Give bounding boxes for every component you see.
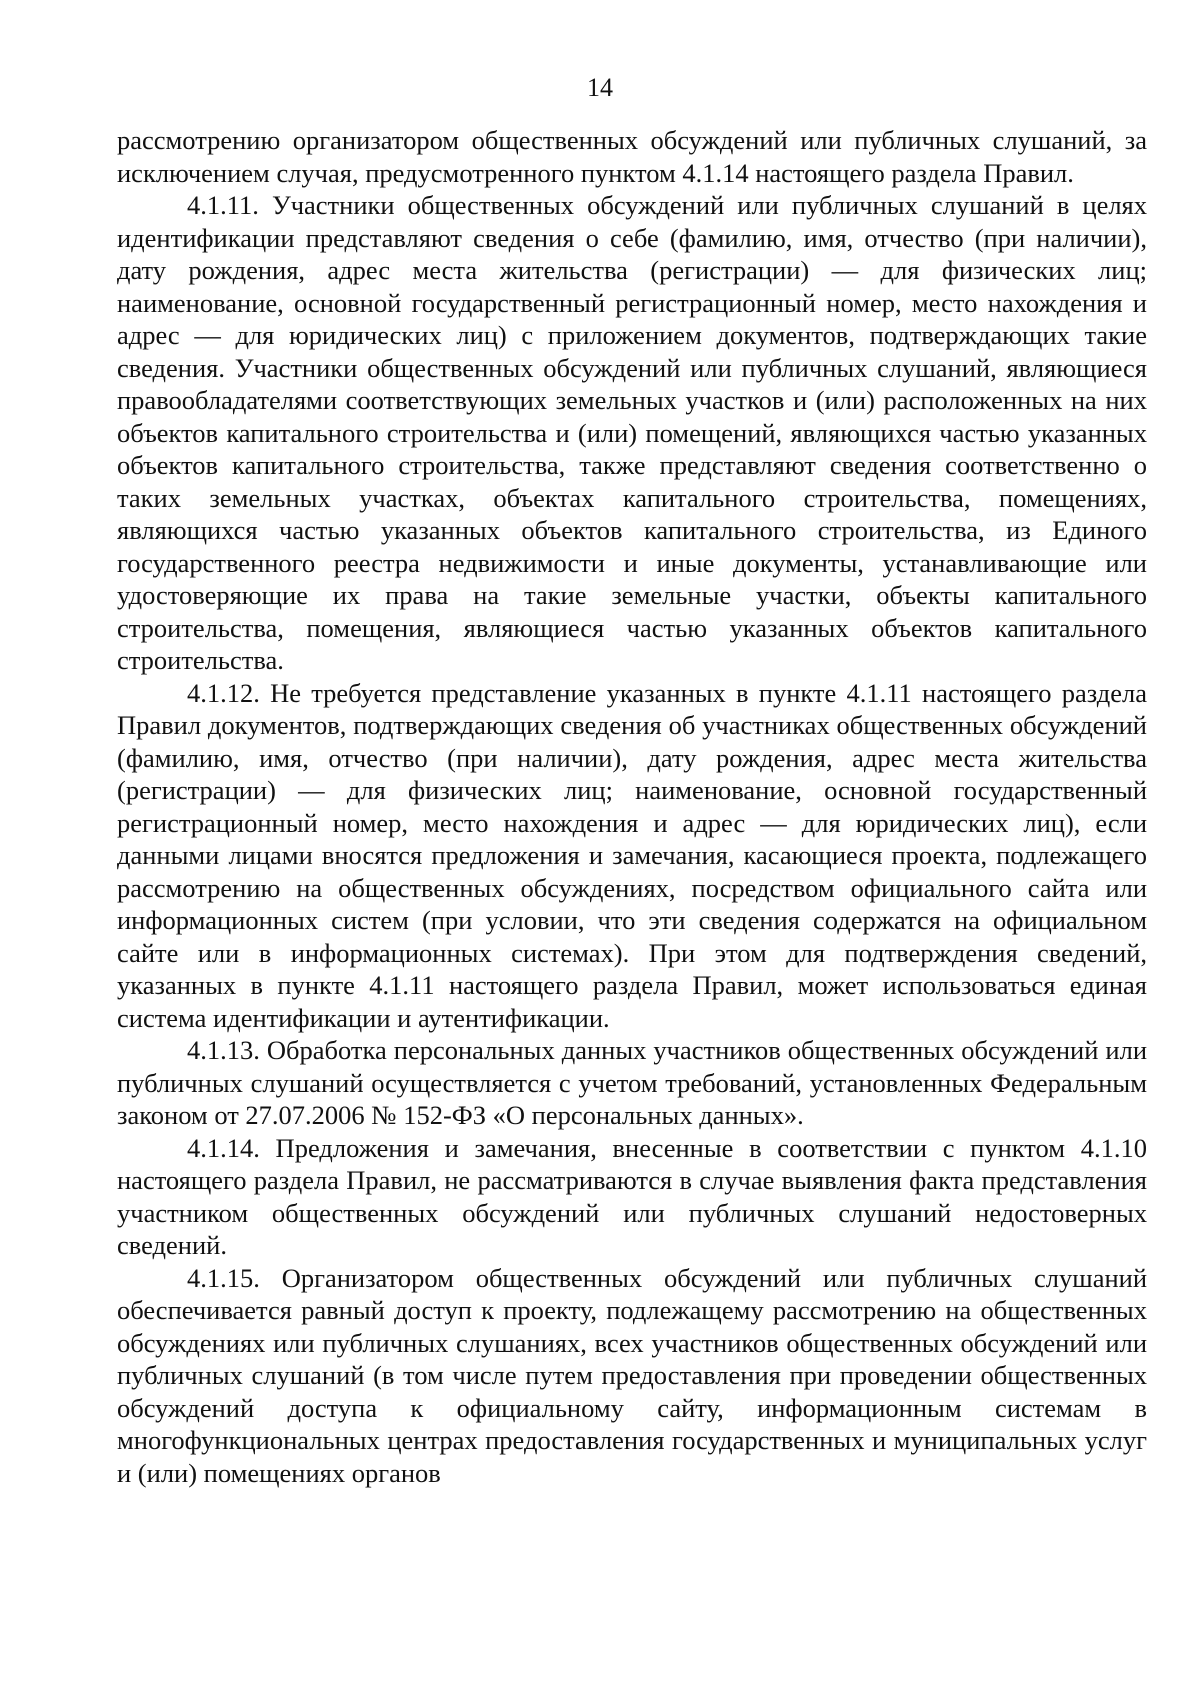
document-body [117, 124, 1147, 1489]
paragraph-4-1-12: 4.1.12. Не требуется представление указанных в пункте 4.1.11 настоящего раздела Правил документов, подтверждающих сведения об участниках общественных обсуждений (фамилию, имя, отчество (при наличии), дату рождения, адрес места жительства (регистрации) — для физических лиц; наименование, основной государственный регистрационный номер, место нахождения и адрес — для юридических лиц), если данными лицами вносятся предложения и замечания, касающиеся проекта, подлежащего рассмотрению на общественных обсуждениях, посредством официального сайта или информационных систем (при условии, что эти сведения содержатся на официальном сайте или в информационных системах). При этом для подтверждения сведений, указанных в пункте 4.1.11 настоящего раздела Правил, может использоваться единая система идентификации и аутентификации. [117, 677, 1147, 1033]
paragraph-4-1-13: 4.1.13. Обработка персональных данных участников общественных обсуждений или публичных слушаний осуществляется с учетом требований, установленных Федеральным законом от 27.07.2006 № 152-ФЗ «О персональных данных». [117, 1035, 1147, 1130]
paragraph-4-1-14: 4.1.14. Предложения и замечания, внесенные в соответствии с пунктом 4.1.10 настоящего раздела Правил, не рассматриваются в случае выявления факта представления участником общественных обсуждений или публичных слушаний недостоверных сведений. [117, 1132, 1147, 1260]
paragraph-continuation: рассмотрению организатором общественных обсуждений или публичных слушаний, за исключением случая, предусмотренного пунктом 4.1.14 настоящего раздела Правил. [117, 125, 1147, 188]
paragraph-4-1-15: 4.1.15. Организатором общественных обсуждений или публичных слушаний обеспечивается равный доступ к проекту, подлежащему рассмотрению на общественных обсуждениях или публичных слушаниях, всех участников общественных обсуждений или публичных слушаний (в том числе путем предоставления при проведении общественных обсуждений доступа к официальному сайту, информационным системам в многофункциональных центрах предоставления государственных и муниципальных услуг и (или) помещениях органов [117, 1262, 1147, 1488]
page-number: 14 [587, 73, 613, 102]
paragraph-4-1-11: 4.1.11. Участники общественных обсуждений или публичных слушаний в целях идентификации представляют сведения о себе (фамилию, имя, отчество (при наличии), дату рождения, адрес места жительства (регистрации) — для физических лиц; наименование, основной государственный регистрационный номер, место нахождения и адрес — для юридических лиц) с приложением документов, подтверждающих такие сведения. Участники общественных обсуждений или публичных слушаний, являющиеся правообладателями соответствующих земельных участков и (или) расположенных на них объектов капитального строительства и (или) помещений, являющихся частью указанных объектов капитального строительства, также представляют сведения соответственно о таких земельных участках, объектах капитального строительства, помещениях, являющихся частью указанных объектов капитального строительства, из Единого государственного реестра недвижимости и иные документы, устанавливающие или удостоверяющие их права на такие земельные участки, объекты капитального строительства, помещения, являющиеся частью указанных объектов капитального строительства. [117, 190, 1147, 675]
